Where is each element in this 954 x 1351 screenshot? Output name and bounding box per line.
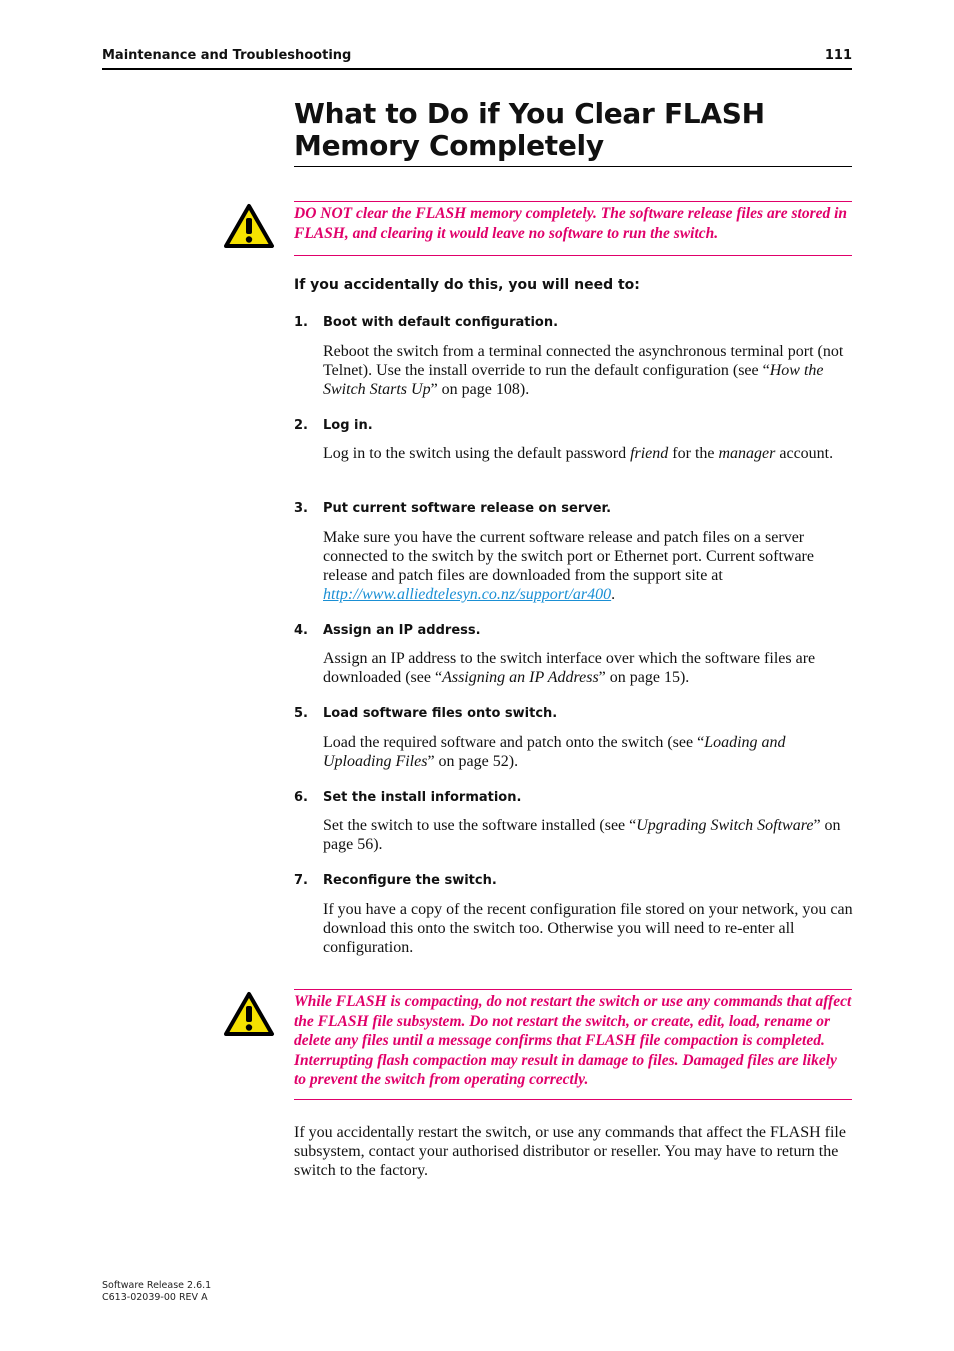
cross-reference: How the Switch Starts Up — [323, 362, 824, 398]
step-heading: Boot with default configuration. — [323, 315, 559, 330]
password-term: friend — [630, 445, 669, 462]
step-text: account. — [775, 445, 834, 462]
step-body — [323, 816, 853, 854]
cross-reference: Assigning an IP Address — [442, 669, 599, 686]
warning-triangle-icon — [223, 203, 275, 249]
cross-reference: Upgrading Switch Software — [636, 817, 814, 834]
step-number: 2. — [294, 418, 308, 433]
step-body — [323, 900, 853, 957]
step-text: . — [611, 586, 616, 603]
step-number: 7. — [294, 873, 308, 888]
page-number: 111 — [824, 48, 852, 63]
step-heading: Assign an IP address. — [323, 623, 481, 638]
step-text: Log in to the switch using the default password — [323, 445, 631, 462]
warning-text: DO NOT clear the FLASH memory completely. The software release files are stored in FLASH, and clearing it would leave no software to run the switch. — [294, 205, 848, 242]
step-number: 5. — [294, 706, 308, 721]
step-text: for the — [668, 445, 719, 462]
step-number: 1. — [294, 315, 308, 330]
account-term: manager — [718, 445, 776, 462]
step-heading: Load software files onto switch. — [323, 706, 558, 721]
footer-docnumber: C613-02039-00 REV A — [102, 1292, 208, 1303]
warning-callout — [294, 201, 852, 256]
step-heading: Reconfigure the switch. — [323, 873, 497, 888]
step-heading: Put current software release on server. — [323, 501, 612, 516]
warning-callout — [294, 989, 852, 1100]
step-number: 4. — [294, 623, 308, 638]
step-number: 3. — [294, 501, 308, 516]
step-heading: Set the install information. — [323, 790, 522, 805]
closing-paragraph: If you accidentally restart the switch, or use any commands that affect the FLASH file subsystem, contact your authorised distributor or reseller. You may have to return the switch to the factory. — [294, 1124, 846, 1179]
step-text: ” on page 52). — [427, 753, 519, 770]
step-body — [323, 444, 853, 463]
step-text: Reboot the switch from a terminal connected the asynchronous terminal port (not Telnet). Use the install override to run the default configuration (see “ — [323, 343, 844, 379]
cross-reference: Loading and Uploading Files — [323, 734, 786, 770]
step-text: ” on page 108). — [430, 381, 530, 398]
step-text: If you have a copy of the recent configuration file stored on your network, you can download this onto the switch too. Otherwise you will need to re-enter all configuration. — [323, 901, 853, 956]
section-title: Maintenance and Troubleshooting — [102, 48, 352, 63]
step-text: Set the switch to use the software installed (see “ — [323, 817, 637, 834]
step-body — [323, 528, 853, 604]
warning-triangle-icon — [223, 991, 275, 1037]
warning-text: While FLASH is compacting, do not restart the switch or use any commands that affect the FLASH file subsystem. Do not restart the switch, or create, edit, load, rename or delete any files until a message confirms that FLASH file compaction is completed. Interrupting flash compaction may result in damage to files. Damaged files are likely to prevent the switch from operating correctly. — [294, 993, 852, 1088]
running-header — [102, 48, 852, 70]
step-heading: Log in. — [323, 418, 373, 433]
footer — [102, 1280, 211, 1304]
step-text: Load the required software and patch onto the switch (see “ — [323, 734, 705, 751]
step-body — [323, 649, 853, 687]
step-body — [323, 733, 853, 771]
footer-release: Software Release 2.6.1 — [102, 1280, 212, 1291]
support-site-link[interactable]: http://www.alliedtelesyn.co.nz/support/ar400 — [323, 586, 612, 603]
intro-text: If you accidentally do this, you will need to: — [294, 277, 640, 293]
step-text: ” on page 56). — [323, 817, 841, 853]
step-number: 6. — [294, 790, 308, 805]
step-text: Assign an IP address to the switch interface over which the software files are downloaded (see “ — [323, 650, 816, 686]
step-text: Make sure you have the current software release and patch files on a server connected to the switch by the switch port or Ethernet port. Current software release and patch files are downloaded from the support site at — [323, 529, 814, 584]
step-text: ” on page 15). — [598, 669, 690, 686]
page-title: What to Do if You Clear FLASH Memory Completely — [294, 98, 852, 167]
step-body — [323, 342, 853, 399]
